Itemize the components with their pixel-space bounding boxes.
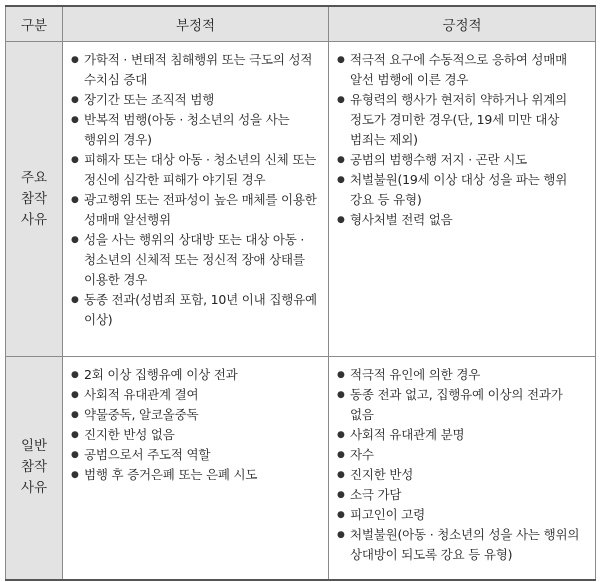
header-row: [6, 6, 596, 42]
list-item: ● 가학적 · 변태적 침해행위 또는 극도의 성적 수치심 증대: [71, 50, 320, 90]
category-line: 일반: [20, 438, 48, 455]
category-line: 사유: [20, 211, 48, 228]
category-line: 참작: [20, 190, 48, 207]
table-row: [6, 357, 596, 580]
positive-factors-general: [329, 357, 596, 580]
list-item: ● 유형력의 행사가 현저히 약하거나 위계의 정도가 경미한 경우(단, 19세 미만 대상 범죄는 제외): [337, 90, 587, 150]
negative-factors-general: [63, 357, 329, 580]
list-item: ● 소극 가담: [337, 485, 587, 505]
list-item: ● 공범으로서 주도적 역할: [71, 445, 320, 465]
category-line: 사유: [20, 480, 48, 497]
row-category-general: [6, 357, 63, 580]
list-item: ● 사회적 유대관계 결여: [71, 385, 320, 405]
list-item: ● 적극적 요구에 수동적으로 응하여 성매매 알선 범행에 이른 경우: [337, 50, 587, 90]
list-item: ● 장기간 또는 조직적 범행: [71, 90, 320, 110]
list-item: ● 처벌불원(19세 이상 대상 성을 파는 행위 강요 등 유형): [337, 170, 587, 210]
sentencing-factors-table: [5, 5, 596, 581]
list-item: ● 처벌불원(아동 · 청소년의 성을 사는 행위의 상대방이 되도록 강요 등 유형): [337, 525, 587, 565]
category-line: 주요: [20, 169, 48, 186]
list-item: ● 사회적 유대관계 분명: [337, 425, 587, 445]
list-item: ● 반복적 범행(아동 · 청소년의 성을 사는 행위의 경우): [71, 110, 320, 150]
list-item: ● 성을 사는 행위의 상대방 또는 대상 아동 · 청소년의 신체적 또는 정신적 장애 상태를 이용한 경우: [71, 230, 320, 290]
table-row: [6, 42, 596, 357]
list-item: ● 동종 전과(성범죄 포함, 10년 이내 집행유예 이상): [71, 290, 320, 330]
list-item: ● 동종 전과 없고, 집행유예 이상의 전과가 없음: [337, 385, 587, 425]
list-item: ● 피해자 또는 대상 아동 · 청소년의 신체 또는 정신에 심각한 피해가 야기된 경우: [71, 150, 320, 190]
list-item: ● 광고행위 또는 전파성이 높은 매체를 이용한 성매매 알선행위: [71, 190, 320, 230]
header-category: 구분: [6, 6, 63, 42]
negative-factors-main: [63, 42, 329, 357]
list-item: ● 범행 후 증거은폐 또는 은폐 시도: [71, 465, 320, 485]
category-line: 참작: [20, 459, 48, 476]
list-item: ● 약물중독, 알코올중독: [71, 405, 320, 425]
list-item: ● 적극적 유인에 의한 경우: [337, 365, 587, 385]
positive-factors-main: [329, 42, 596, 357]
list-item: ● 형사처벌 전력 없음: [337, 210, 587, 230]
header-negative: 부정적: [63, 6, 329, 42]
list-item: ● 자수: [337, 445, 587, 465]
row-category-main: [6, 42, 63, 357]
list-item: ● 진지한 반성: [337, 465, 587, 485]
list-item: ● 공범의 범행수행 저지 · 곤란 시도: [337, 150, 587, 170]
list-item: ● 피고인이 고령: [337, 505, 587, 525]
list-item: ● 진지한 반성 없음: [71, 425, 320, 445]
header-positive: 긍정적: [329, 6, 596, 42]
list-item: ● 2회 이상 집행유예 이상 전과: [71, 365, 320, 385]
